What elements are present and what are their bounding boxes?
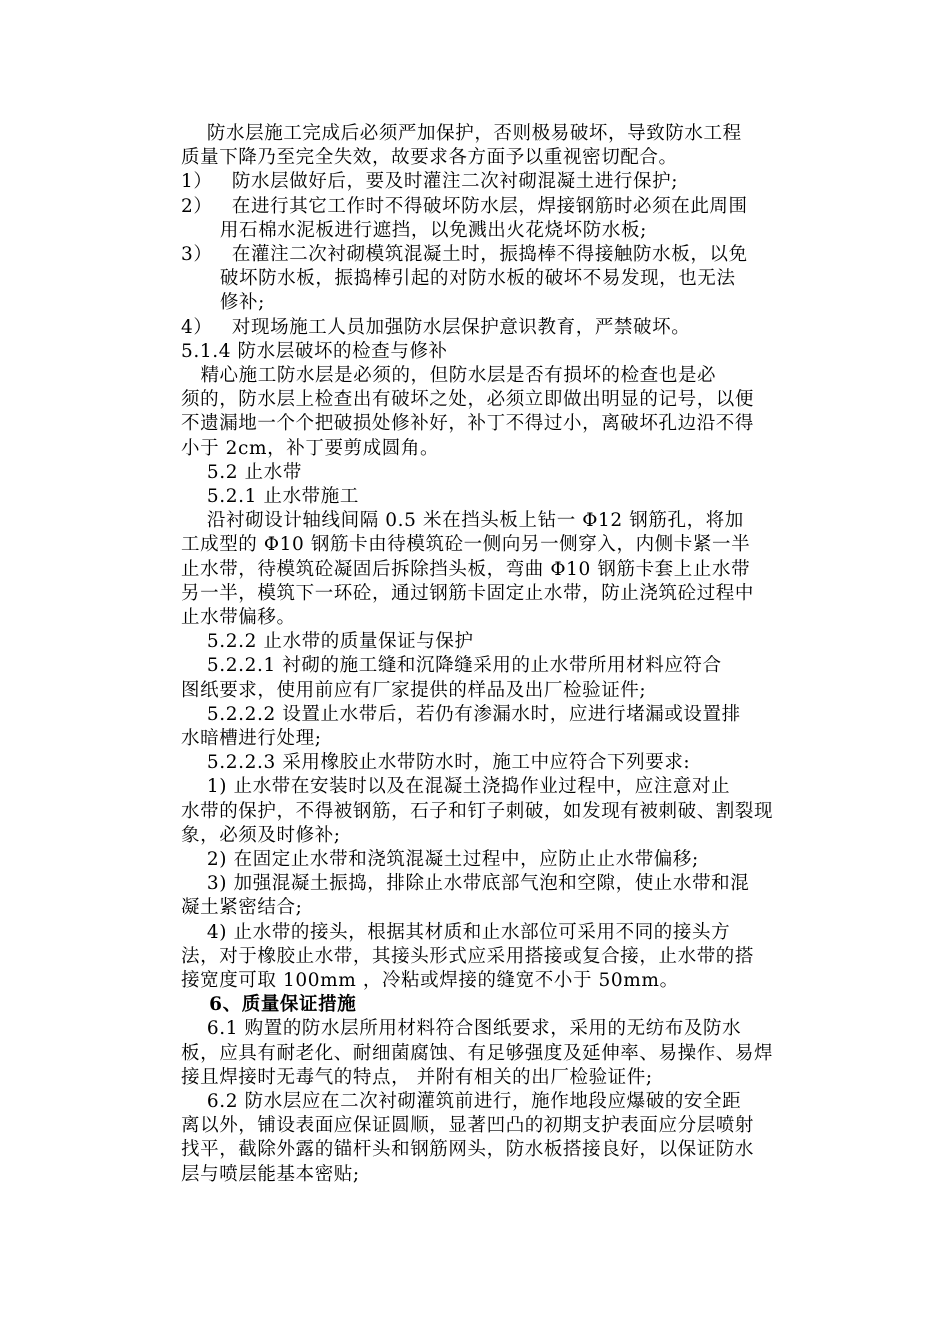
text-line: 找平，截除外露的锚杆头和钢筋网头，防水板搭接良好，以保证防水 xyxy=(181,1139,755,1161)
text-line: 图纸要求，使用前应有厂家提供的样品及出厂检验证件; xyxy=(181,679,647,701)
text-line: 质量下降乃至完全失效，故要求各方面予以重视密切配合。 xyxy=(181,147,678,169)
text-line: 不遗漏地一个个把破损处修补好，补丁不得过小，离破坏孔边沿不得 xyxy=(181,413,755,435)
text-line: 5.1.4 防水层破坏的检查与修补 xyxy=(181,340,448,362)
text-line: 4） 对现场施工人员加强防水层保护意识教育，严禁破坏。 xyxy=(181,316,691,338)
text-line: 5.2.2 止水带的质量保证与保护 xyxy=(181,631,474,653)
text-line: 6.1 购置的防水层所用材料符合图纸要求，采用的无纺布及防水 xyxy=(181,1018,742,1040)
text-line: 沿衬砌设计轴线间隔 0.5 米在挡头板上钻一 Φ12 钢筋孔，将加 xyxy=(181,510,744,532)
text-line: 工成型的 Φ10 钢筋卡由待模筑砼一侧向另一侧穿入，内侧卡紧一半 xyxy=(181,534,751,556)
text-line: 接且焊接时无毒气的特点， 并附有相关的出厂检验证件; xyxy=(181,1066,653,1088)
text-line: 1） 防水层做好后，要及时灌注二次衬砌混凝土进行保护; xyxy=(181,171,679,193)
text-line: 修补; xyxy=(181,292,265,314)
text-line: 4) 止水带的接头，根据其材质和止水部位可采用不同的接头方 xyxy=(181,921,731,943)
text-line: 3） 在灌注二次衬砌模筑混凝土时，振捣棒不得接触防水板，以免 xyxy=(181,244,748,265)
text-line: 凝土紧密结合; xyxy=(181,897,303,919)
text-line: 防水层施工完成后必须严加保护，否则极易破坏，导致防水工程 xyxy=(181,123,742,144)
text-line: 法，对于橡胶止水带，其接头形式应采用搭接或复合接，止水带的搭 xyxy=(181,945,755,967)
text-line: 小于 2cm，补丁要剪成圆角。 xyxy=(181,437,440,459)
text-line: 5.2.2.3 采用橡胶止水带防水时，施工中应符合下列要求: xyxy=(181,752,691,774)
text-line: 2) 在固定止水带和浇筑混凝土过程中，应防止止水带偏移; xyxy=(181,849,699,870)
text-line: 5.2 止水带 xyxy=(181,461,302,483)
text-line: 层与喷层能基本密贴; xyxy=(181,1163,360,1185)
text-line: 精心施工防水层是必须的，但防水层是否有损坏的检查也是必 xyxy=(181,365,717,386)
text-line: 5.2.2.2 设置止水带后，若仍有渗漏水时，应进行堵漏或设置排 xyxy=(181,703,741,725)
text-line: 止水带偏移。 xyxy=(181,607,296,628)
text-line: 水暗槽进行处理; xyxy=(181,728,322,749)
text-line: 板，应具有耐老化、耐细菌腐蚀、有足够强度及延伸率、易操作、易焊 xyxy=(181,1042,774,1064)
text-line: 1) 止水带在安装时以及在混凝土浇捣作业过程中，应注意对止 xyxy=(181,776,731,798)
text-line: 6.2 防水层应在二次衬砌灌筑前进行，施作地段应爆破的安全距 xyxy=(181,1091,742,1112)
text-line: 离以外，铺设表面应保证圆顺，显著凹凸的初期支护表面应分层喷射 xyxy=(181,1115,755,1137)
section-heading: 6、质量保证措施 xyxy=(181,994,357,1016)
text-line: 另一半，模筑下一环砼，通过钢筋卡固定止水带，防止浇筑砼过程中 xyxy=(181,582,755,604)
text-line: 须的，防水层上检查出有破坏之处，必须立即做出明显的记号，以便 xyxy=(181,389,755,411)
text-line: 象，必须及时修补; xyxy=(181,824,341,846)
text-line: 2） 在进行其它工作时不得破坏防水层，焊接钢筋时必须在此周围 xyxy=(181,195,748,217)
text-line: 接宽度可取 100mm ，冷粘或焊接的缝宽不小于 50mm。 xyxy=(181,970,679,991)
text-line: 用石棉水泥板进行遮挡，以免溅出火花烧坏防水板; xyxy=(181,219,647,241)
text-line: 止水带，待模筑砼凝固后拆除挡头板，弯曲 Φ10 钢筋卡套上止水带 xyxy=(181,558,751,580)
text-line: 破坏防水板，振捣棒引起的对防水板的破坏不易发现，也无法 xyxy=(181,268,736,290)
text-line: 3) 加强混凝土振捣，排除止水带底部气泡和空隙，使止水带和混 xyxy=(181,873,750,895)
text-line: 5.2.1 止水带施工 xyxy=(181,486,359,507)
text-line: 水带的保护，不得被钢筋，石子和钉子刺破，如发现有被刺破、割裂现 xyxy=(181,800,774,822)
text-line: 5.2.2.1 衬砌的施工缝和沉降缝采用的止水带所用材料应符合 xyxy=(181,655,722,677)
